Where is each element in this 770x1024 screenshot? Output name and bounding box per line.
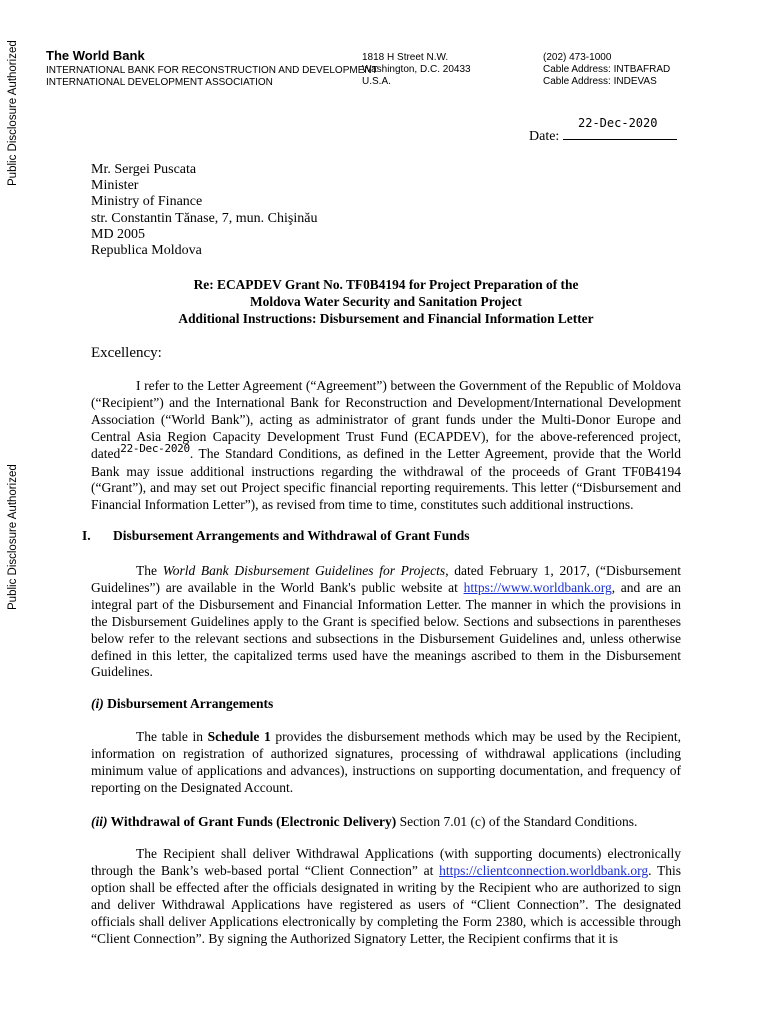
intro-date-stamp: 22-Dec-2020 [120, 441, 190, 455]
addressee-country: Republica Moldova [91, 243, 202, 259]
intro-text-1: I refer to the Letter Agreement (“Agreement”) between the Government of the Republic of Moldova (“Recipient”) and the International Bank for Reconstruction and Development/International Development Association (“World Bank”), acting as administrator of grant funds under the Multi-Donor Europe and Central Asia Region Capacity Development Trust Fund (ECAPDEV), for the above-referenced project, dated [91, 378, 681, 461]
subject-block [91, 277, 681, 327]
date-label: Date: [529, 129, 560, 144]
salutation: Excellency: [91, 345, 162, 361]
subject-line-3: Additional Instructions: Disbursement and Financial Information Letter [178, 310, 594, 326]
address-country: U.S.A. [362, 76, 391, 87]
org-line-ibrd: INTERNATIONAL BANK FOR RECONSTRUCTION AND DEVELOPMENT [46, 65, 378, 76]
section-1-text-mid: , dated February 1, 2017, (“Disbursement Guidelines”) are available in the World Bank's public website at [91, 563, 682, 595]
address-street: 1818 H Street N.W. [362, 52, 449, 63]
section-1-text-pre: The [136, 563, 157, 578]
subsection-2-text-post: . This option shall be effected after the officials designated in writing by the Recipient who are authorized to sign and deliver Withdrawal Applications have registered as users of “Client Connection”. The designated officials shall deliver Applications electronically by completing the Form 2380, which is accessible through “Client Connection”. By signing the Authorized Signatory Letter, the Recipient confirms that it is [91, 862, 682, 946]
subsection-1-heading [91, 696, 273, 712]
addressee-street: str. Constantin Tănase, 7, mun. Chişinău [91, 210, 318, 226]
date-blank [563, 128, 677, 140]
section-1-paragraph [91, 563, 681, 681]
subsection-2-title: Withdrawal of Grant Funds (Electronic Delivery) [110, 814, 397, 829]
guidelines-title: World Bank Disbursement Guidelines for Projects [162, 563, 446, 578]
subject-line-2: Moldova Water Security and Sanitation Project [250, 293, 522, 309]
date-line [529, 128, 677, 145]
org-name: The World Bank [46, 48, 145, 63]
intro-paragraph [91, 378, 681, 514]
org-line-ida: INTERNATIONAL DEVELOPMENT ASSOCIATION [46, 77, 273, 88]
letterhead-contact [543, 52, 670, 88]
worldbank-link[interactable]: https://www.worldbank.org [463, 579, 612, 595]
subsection-2-reference: Section 7.01 (c) of the Standard Conditions. [399, 814, 638, 829]
subsection-1-label: (i) [91, 696, 104, 711]
subsection-2-paragraph [91, 846, 681, 947]
subsection-1-title: Disbursement Arrangements [107, 696, 274, 711]
date-stamp: 22-Dec-2020 [578, 116, 658, 130]
addressee-title: Minister [91, 178, 139, 194]
addressee-ministry: Ministry of Finance [91, 194, 203, 210]
subsection-1-text-pre: The table in [136, 729, 203, 744]
addressee-postal: MD 2005 [91, 226, 146, 242]
section-1-text-post: , and are an integral part of the Disbursement and Financial Information Letter. The manner in which the provisions in the Disbursement Guidelines apply to the Grant is specified below. Sections and subsections in parentheses below refer to the relevant sections and subsections in the Disbursement Guidelines and, unless otherwise defined in this letter, the capitalized terms used have the meanings ascribed to them in the Disbursement Guidelines. [91, 579, 681, 680]
subsection-2-heading [91, 814, 637, 830]
addressee-block [91, 162, 317, 259]
side-stamp-middle: Public Disclosure Authorized [7, 464, 19, 611]
subsection-1-text-post: provides the disbursement methods which may be used by the Recipient, information on registration of authorized signatures, processing of withdrawal applications (including minimum value of applications and advances), instructions on supporting documentation, and frequency of reporting on the Designated Account. [91, 729, 682, 795]
section-1-heading [82, 528, 470, 544]
address-city: Washington, D.C. 20433 [362, 64, 471, 75]
letterhead-organization [46, 48, 378, 89]
side-stamp-top: Public Disclosure Authorized [7, 40, 19, 186]
client-connection-link[interactable]: https://clientconnection.worldbank.org [439, 862, 649, 878]
schedule-1-ref: Schedule 1 [207, 729, 271, 744]
contact-phone: (202) 473-1000 [543, 52, 612, 63]
subject-line-1: Re: ECAPDEV Grant No. TF0B4194 for Project Preparation of the [193, 277, 579, 292]
contact-cable-1: Cable Address: INTBAFRAD [543, 64, 671, 75]
addressee-name: Mr. Sergei Puscata [91, 162, 197, 177]
subsection-2-text-pre: The Recipient shall deliver Withdrawal Applications (with supporting documents) electronically through the Bank’s web-based portal “Client Connection” at [91, 846, 681, 878]
contact-cable-2: Cable Address: INDEVAS [543, 76, 657, 87]
subsection-2-label: (ii) [91, 814, 108, 829]
subsection-1-paragraph [91, 729, 681, 797]
intro-text-2: . The Standard Conditions, as defined in the Letter Agreement, provide that the World Bank may issue additional instructions regarding the withdrawal of the proceeds of Grant TF0B4194 (“Grant”), and may set out Project specific financial reporting requirements. This letter (“Disbursement and Financial Information Letter”), as revised from time to time, constitutes such additional instructions. [91, 445, 681, 513]
section-1-title: Disbursement Arrangements and Withdrawal of Grant Funds [113, 528, 470, 543]
section-1-number: I. [82, 528, 91, 543]
letterhead-address [362, 52, 471, 88]
